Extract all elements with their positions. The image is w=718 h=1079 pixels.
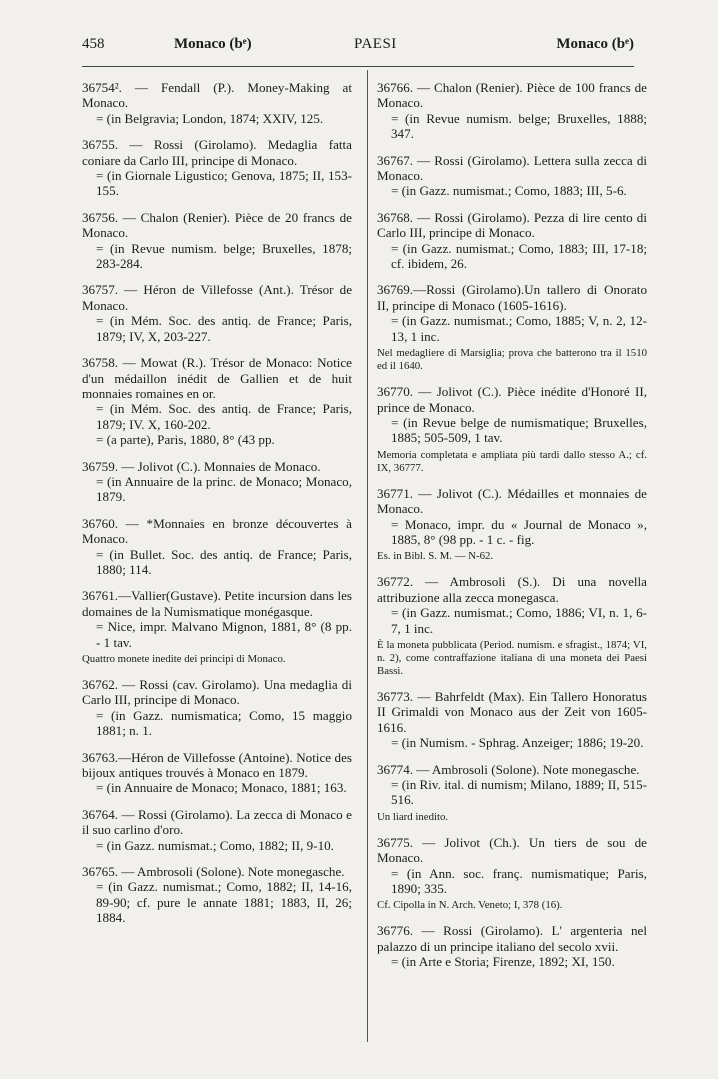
entry-reference: = (in Annuaire de Monaco; Monaco, 1881; 163. — [96, 780, 347, 796]
entry-note: Quattro monete inedite dei principi di Monaco. — [82, 653, 286, 665]
entry-reference: = (in Gazz. numismatica; Como, 15 maggio 1881; n. 1. — [96, 707, 352, 739]
entry-title: 36767. — Rossi (Girolamo). Lettera sulla zecca di Monaco. — [377, 152, 647, 184]
entry-title: 36766. — Chalon (Renier). Pièce de 100 francs de Monaco. — [377, 80, 647, 111]
bibliography-entry — [82, 516, 352, 578]
entry-reference: = (in Gazz. numismat.; Como, 1885; V, n. 2, 12-13, 1 inc. — [391, 313, 647, 344]
bibliography-entry — [82, 282, 352, 344]
entry-reference: = (in Ann. soc. franç. numismatique; Paris, 1890; 335. — [391, 865, 647, 897]
entry-title: 36768. — Rossi (Girolamo). Pezza di lire cento di Carlo III, principe di Monaco. — [377, 209, 647, 241]
entry-reference: = (in Revue belge de numismatique; Bruxelles, 1885; 505-509, 1 tav. — [391, 414, 647, 446]
entry-reference: = (in Gazz. numismat.; Como, 1882; II, 9-10. — [96, 837, 334, 853]
entry-reference: = (in Gazz. numismat.; Como, 1883; III, 17-18; cf. ibidem, 26. — [391, 240, 647, 272]
entry-title: 36762. — Rossi (cav. Girolamo). Una medaglia di Carlo III, principe di Monaco. — [82, 677, 352, 708]
bibliography-entry — [82, 210, 352, 272]
entry-note: Un liard inedito. — [377, 810, 449, 823]
page-number: 458 — [82, 36, 105, 52]
entry-reference: = (in Bullet. Soc. des antiq. de France; Paris, 1880; 114. — [96, 546, 352, 577]
bibliography-entry — [377, 153, 647, 199]
entry-note: Nel medagliere di Marsiglia; prova che batterono tra il 1510 ed il 1640. — [377, 347, 647, 373]
bibliography-entry — [377, 574, 647, 678]
entry-reference: = (in Revue numism. belge; Bruxelles, 1878; 283-284. — [96, 240, 352, 272]
entry-reference: = (in Gazz. numismat.; Como, 1882; II, 14-16, 89-90; cf. pure le annate 1881; 1883, II, 26; 1884. — [96, 879, 352, 926]
entry-note: Cf. Cipolla in N. Arch. Veneto; I, 378 (16). — [377, 899, 563, 912]
entry-note: Memoria completata e ampliata più tardi dallo stesso A.; cf. IX, 36777. — [377, 448, 647, 474]
entry-title: 36771. — Jolivot (C.). Médailles et monnaies de Monaco. — [377, 485, 647, 517]
entry-title: 36756. — Chalon (Renier). Pièce de 20 francs de Monaco. — [82, 209, 352, 241]
entry-note: È la moneta pubblicata (Period. numism. e sfragist., 1874; VI, n. 2), come contraffazione italiana di una moneta dei Paesi Bassi. — [377, 638, 647, 677]
section-title: PAESI — [354, 36, 397, 52]
running-title-right: Monaco (bᵉ) — [556, 36, 634, 52]
entry-title: 36776. — Rossi (Girolamo). L' argenteria nel palazzo di un principe italiano del secolo xvii. — [377, 923, 647, 954]
entry-reference: = (in Belgravia; London, 1874; XXIV, 125. — [96, 110, 324, 126]
bibliography-entry — [82, 588, 352, 666]
entry-reference: = (in Revue numism. belge; Bruxelles, 1888; 347. — [391, 110, 647, 142]
entry-note: Es. in Bibl. S. M. — N-62. — [377, 550, 494, 563]
entry-reference: = Nice, impr. Malvano Mignon, 1881, 8° (8 pp. - 1 tav. — [96, 619, 352, 650]
bibliography-entry — [377, 689, 647, 751]
bibliography-entry — [377, 923, 647, 969]
bibliography-entry — [377, 384, 647, 475]
bibliography-entry — [82, 864, 352, 926]
entry-title: 36757. — Héron de Villefosse (Ant.). Trésor de Monaco. — [82, 282, 352, 313]
bibliography-entry — [377, 282, 647, 373]
entry-reference: = Monaco, impr. du « Journal de Monaco », 1885, 8° (98 pp. - 1 c. - fig. — [391, 516, 647, 547]
entry-reference: = (in Gazz. numismat.; Como, 1883; III, 5-6. — [391, 183, 627, 199]
entry-title: 36773. — Bahrfeldt (Max). Ein Tallero Honoratus II Grimaldi von Monaco aus der Zeit von 1605-1616. — [377, 688, 647, 735]
bibliography-entry — [377, 486, 647, 564]
column-divider — [367, 70, 368, 1042]
entry-title: 36755. — Rossi (Girolamo). Medaglia fatta coniare da Carlo III, principe di Monaco. — [82, 137, 352, 168]
entry-title: 36769.—Rossi (Girolamo).Un tallero di Onorato II, principe di Monaco (1605-1616). — [377, 282, 647, 313]
entry-reference: = (in Mém. Soc. des antiq. de France; Paris, 1879; IV, X, 203-227. — [96, 313, 352, 344]
bibliography-entry — [377, 80, 647, 142]
entry-title: 36754². — Fendall (P.). Money-Making at Monaco. — [82, 80, 352, 111]
entry-reference: = (in Mém. Soc. des antiq. de France; Paris, 1879; IV. X, 160-202. — [96, 401, 352, 432]
entry-title: 36758. — Mowat (R.). Trésor de Monaco: Notice d'un médaillon inédit de Gallien et de huit monnaies romaines en or. — [82, 355, 352, 401]
entry-title: 36772. — Ambrosoli (S.). Di una novella attribuzione alla zecca monegasca. — [377, 574, 647, 605]
bibliography-entry — [377, 762, 647, 824]
bibliography-entry — [377, 835, 647, 913]
entry-title: 36764. — Rossi (Girolamo). La zecca di Monaco e il suo carlino d'oro. — [82, 806, 352, 838]
entry-reference: = (in Giornale Ligustico; Genova, 1875; II, 153-155. — [96, 168, 352, 199]
bibliography-entry — [82, 355, 352, 447]
header-rule — [82, 66, 634, 67]
entry-title: 36770. — Jolivot (C.). Pièce inédite d'Honoré II, prince de Monaco. — [377, 384, 647, 415]
entry-reference: = (in Numism. - Sphrag. Anzeiger; 1886; 19-20. — [391, 735, 644, 751]
entry-title: 36760. — *Monnaies en bronze découvertes à Monaco. — [82, 515, 352, 547]
entry-reference: = (in Riv. ital. di numism; Milano, 1889; II, 515-516. — [391, 777, 647, 808]
entry-reference: = (a parte), Paris, 1880, 8° (43 pp. — [96, 432, 275, 448]
bibliography-entry — [82, 80, 352, 126]
entry-title: 36775. — Jolivot (Ch.). Un tiers de sou de Monaco. — [377, 834, 647, 866]
entry-reference: = (in Annuaire de la princ. de Monaco; Monaco, 1879. — [96, 473, 352, 505]
bibliography-entry — [377, 210, 647, 272]
bibliography-entry — [82, 137, 352, 199]
running-title-left: Monaco (bᵉ) — [174, 36, 252, 52]
bibliography-entry — [82, 459, 352, 505]
bibliography-entry — [82, 677, 352, 739]
bibliography-entry — [82, 750, 352, 796]
right-column — [377, 80, 647, 981]
bibliography-entry — [82, 807, 352, 853]
entry-title: 36761.—Vallier(Gustave). Petite incursion dans les domaines de la Numismatique monégasque. — [82, 588, 352, 619]
page-header — [82, 36, 634, 58]
entry-title: 36774. — Ambrosoli (Solone). Note monegasche. — [377, 761, 640, 777]
entry-title: 36763.—Héron de Villefosse (Antoine). Notice des bijoux antiques trouvés à Monaco en 1879. — [82, 749, 352, 781]
entry-title: 36765. — Ambrosoli (Solone). Note monegasche. — [82, 864, 345, 880]
entry-title: 36759. — Jolivot (C.). Monnaies de Monaco. — [82, 458, 321, 474]
entry-reference: = (in Arte e Storia; Firenze, 1892; XI, 150. — [391, 954, 615, 970]
entry-reference: = (in Gazz. numismat.; Como, 1886; VI, n. 1, 6-7, 1 inc. — [391, 605, 647, 636]
left-column — [82, 80, 352, 937]
